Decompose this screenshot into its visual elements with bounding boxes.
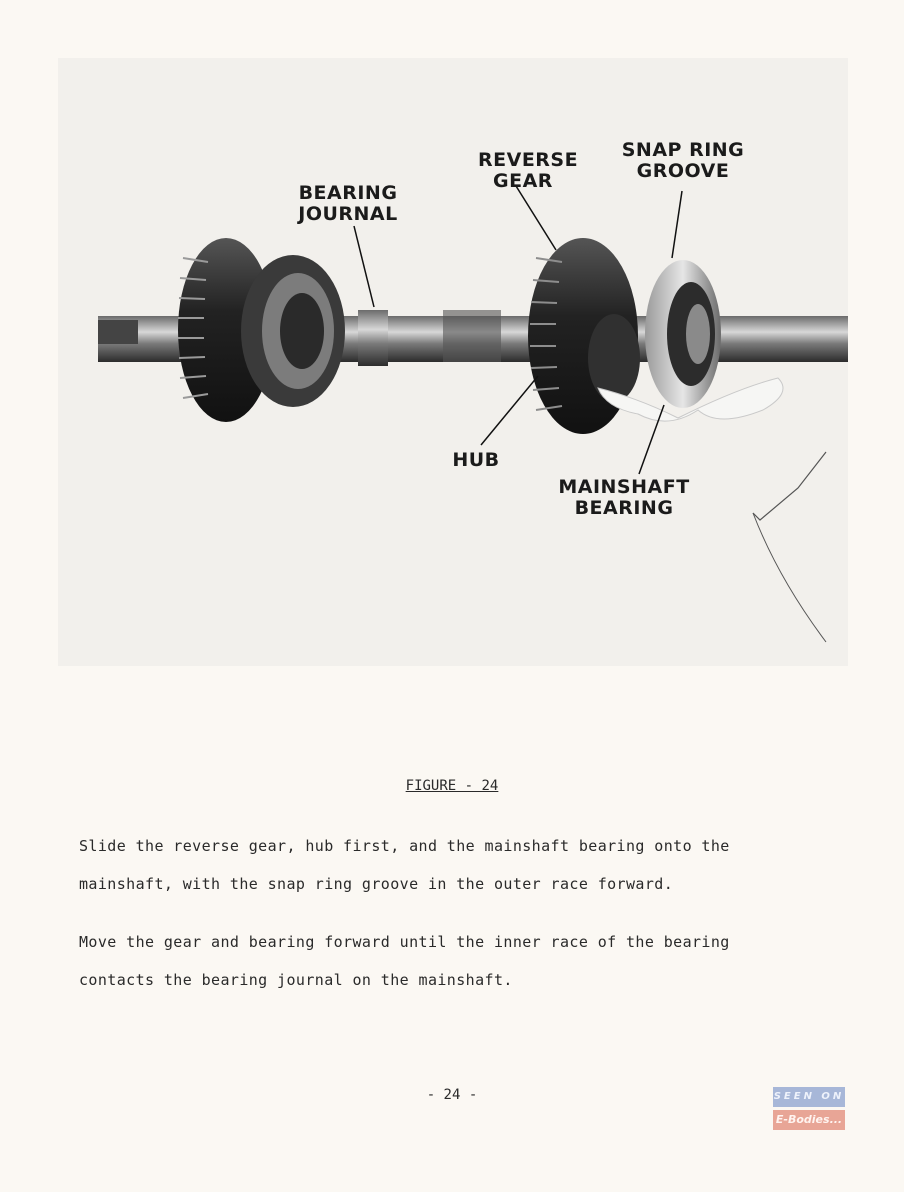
callout-bearing-journal [293, 183, 403, 225]
callout-line: JOURNAL [298, 203, 398, 225]
paragraph-line: contacts the bearing journal on the mainshaft. [79, 971, 513, 989]
callout-reverse-gear [478, 149, 579, 192]
figure-caption [0, 778, 904, 794]
paragraph-line: Slide the reverse gear, hub first, and the mainshaft bearing onto the [79, 837, 730, 855]
watermark-top: SEEN ON [773, 1087, 845, 1107]
figure-caption-text: FIGURE - 24 [405, 778, 499, 794]
callout-mainshaft-bearing [554, 477, 694, 519]
callout-line: REVERSE [478, 149, 579, 171]
bearing-journal [358, 310, 388, 366]
page-number: - 24 - [426, 1087, 478, 1103]
paragraph-line: mainshaft, with the snap ring groove in the outer race forward. [79, 875, 674, 893]
callout-line: GROOVE [636, 160, 730, 182]
callout-line: SNAP RING [621, 139, 745, 161]
mainshaft-photo [58, 58, 848, 666]
watermark-bottom: E-Bodies... [773, 1110, 845, 1130]
instruction-paragraph-2 [79, 923, 799, 999]
callout-line: HUB [452, 449, 500, 471]
callout-line: BEARING [298, 182, 398, 204]
callout-line: BEARING [574, 497, 674, 519]
callout-hub [448, 450, 504, 471]
callout-snap-ring-groove [618, 140, 748, 182]
watermark-logo [773, 1087, 845, 1132]
callout-line: GEAR [493, 170, 553, 192]
instruction-paragraph-1 [79, 827, 799, 903]
callout-line: MAINSHAFT [558, 476, 690, 498]
paragraph-line: Move the gear and bearing forward until the inner race of the bearing [79, 933, 730, 951]
hub [588, 314, 640, 402]
